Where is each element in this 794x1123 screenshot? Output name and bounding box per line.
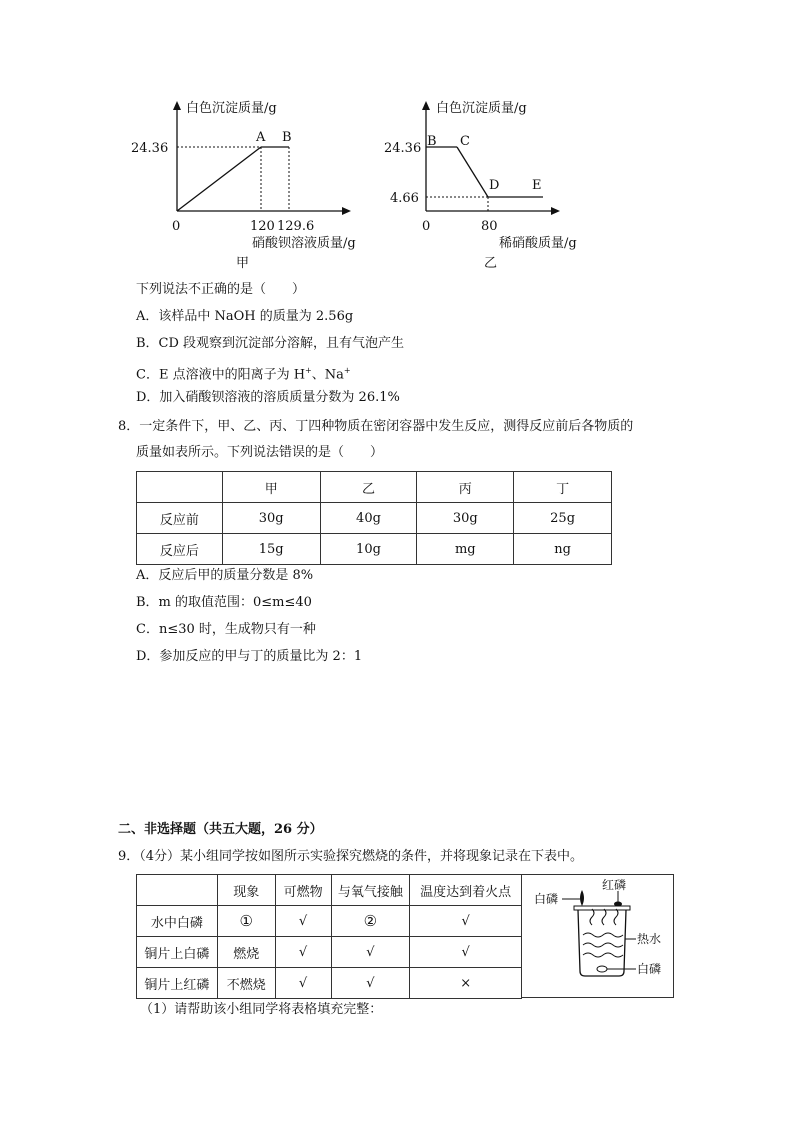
table-cell: √ — [331, 968, 410, 999]
header-cell: 丙 — [417, 472, 514, 503]
row-label: 铜片上白磷 — [137, 937, 218, 968]
point-a: A — [256, 130, 266, 145]
q8-option-b: B．m 的取值范围：0≤m≤40 — [136, 595, 312, 610]
table-cell: √ — [275, 937, 331, 968]
q9-table — [136, 874, 522, 999]
q7-option-d: D．加入硝酸钡溶液的溶质质量分数为 26.1% — [136, 390, 400, 405]
table-cell: mg — [417, 534, 514, 565]
q7-option-c — [136, 362, 351, 384]
steam — [614, 909, 618, 925]
y-tick-2: 4.66 — [390, 191, 419, 206]
table-row — [137, 906, 522, 937]
x-tick: 80 — [481, 219, 498, 234]
table-cell: ng — [514, 534, 612, 565]
q9-stem: 9．（4分）某小组同学按如图所示实验探究燃烧的条件，并将现象记录在下表中。 — [118, 849, 584, 864]
q8-stem-line2: 质量如表所示。下列说法错误的是（ ） — [136, 445, 384, 460]
combustion-apparatus — [522, 875, 673, 998]
point-b: B — [427, 134, 437, 149]
ylabel: 白色沉淀质量/g — [186, 101, 277, 116]
table-cell: 30g — [417, 503, 514, 534]
caption: 甲 — [236, 256, 250, 271]
q8-option-c: C．n≤30 时，生成物只有一种 — [136, 622, 316, 637]
header-cell: 甲 — [222, 472, 320, 503]
point-b: B — [282, 130, 292, 145]
ylabel: 白色沉淀质量/g — [436, 101, 527, 116]
table-row — [137, 534, 612, 565]
table-row — [137, 503, 612, 534]
answer-blank: ② — [331, 906, 410, 937]
row-label: 反应前 — [137, 503, 223, 534]
copper-plate — [574, 906, 630, 910]
caption: 乙 — [484, 256, 498, 271]
label-white-phosphorus-top: 白磷 — [534, 892, 559, 906]
y-tick-1: 24.36 — [384, 141, 422, 156]
superscript: + — [305, 366, 312, 375]
header-cell: 温度达到着火点 — [410, 875, 522, 906]
table-header-row — [137, 472, 612, 503]
row-label: 铜片上红磷 — [137, 968, 218, 999]
table-cell: 40g — [320, 503, 417, 534]
label-white-phosphorus-bottom: 白磷 — [637, 962, 662, 976]
water-wave — [583, 933, 623, 937]
q8-table — [136, 471, 612, 565]
label-hot-water: 热水 — [637, 932, 662, 946]
table-row — [137, 937, 522, 968]
q8-option-a: A．反应后甲的质量分数是 8% — [136, 568, 314, 583]
point-d: D — [489, 178, 500, 193]
apparatus-panel — [522, 874, 674, 998]
q7-option-c-text: C．E 点溶液中的阳离子为 H — [136, 367, 306, 383]
steam — [590, 909, 594, 925]
table-cell: × — [410, 968, 522, 999]
table-header-row — [137, 875, 522, 906]
origin-label: 0 — [172, 219, 181, 234]
header-cell: 丁 — [514, 472, 612, 503]
q8-stem-line1: 8．一定条件下，甲、乙、丙、丁四种物质在密闭容器中发生反应，测得反应前后各物质的 — [118, 419, 634, 434]
q7-prompt: 下列说法不正确的是（ ） — [136, 282, 306, 297]
header-cell — [137, 875, 218, 906]
water-wave — [583, 943, 623, 947]
table-cell: √ — [410, 906, 522, 937]
header-cell: 现象 — [217, 875, 275, 906]
q8-option-d: D．参加反应的甲与丁的质量比为 2：1 — [136, 649, 363, 664]
point-c: C — [460, 134, 470, 149]
section-title: 二、非选择题（共五大题，26 分） — [118, 822, 323, 837]
steam — [602, 909, 606, 925]
flame-icon — [580, 890, 584, 906]
y-axis-arrow — [173, 101, 181, 110]
white-phosphorus-bottom — [597, 966, 607, 972]
table-cell: √ — [410, 937, 522, 968]
table-cell: 25g — [514, 503, 612, 534]
table-row — [137, 968, 522, 999]
curve-cd — [457, 147, 488, 197]
header-cell: 乙 — [320, 472, 417, 503]
curve-rising — [177, 147, 261, 211]
table-cell: √ — [275, 906, 331, 937]
label-red-phosphorus: 红磷 — [602, 878, 627, 892]
row-label: 反应后 — [137, 534, 223, 565]
table-cell: √ — [331, 937, 410, 968]
chart-jia — [130, 85, 380, 275]
xlabel: 稀硝酸质量/g — [499, 236, 577, 251]
table-cell: 10g — [320, 534, 417, 565]
table-cell: √ — [275, 968, 331, 999]
answer-blank: ① — [217, 906, 275, 937]
origin-label: 0 — [422, 219, 431, 234]
q7-option-a: A．该样品中 NaOH 的质量为 2.56g — [136, 309, 354, 324]
table-cell: 不燃烧 — [217, 968, 275, 999]
q9-sub1: （1）请帮助该小组同学将表格填充完整： — [140, 1002, 383, 1017]
table-cell: 燃烧 — [217, 937, 275, 968]
header-cell: 可燃物 — [275, 875, 331, 906]
xlabel: 硝酸钡溶液质量/g — [252, 236, 356, 251]
q7-option-b: B．CD 段观察到沉淀部分溶解，且有气泡产生 — [136, 336, 405, 351]
header-cell — [137, 472, 223, 503]
red-phosphorus — [614, 902, 622, 907]
q7-option-c-text2: 、Na — [311, 367, 344, 383]
chart-yi — [378, 85, 608, 275]
water-wave — [583, 953, 623, 957]
table-cell: 30g — [222, 503, 320, 534]
header-cell: 与氧气接触 — [331, 875, 410, 906]
point-e: E — [532, 178, 542, 193]
x-tick-2: 129.6 — [277, 219, 315, 234]
y-tick: 24.36 — [131, 141, 169, 156]
x-tick-1: 120 — [250, 219, 275, 234]
x-axis-arrow — [342, 207, 351, 215]
x-axis-arrow — [551, 207, 560, 215]
row-label: 水中白磷 — [137, 906, 218, 937]
superscript: + — [343, 366, 351, 375]
y-axis-arrow — [422, 101, 430, 110]
table-cell: 15g — [222, 534, 320, 565]
